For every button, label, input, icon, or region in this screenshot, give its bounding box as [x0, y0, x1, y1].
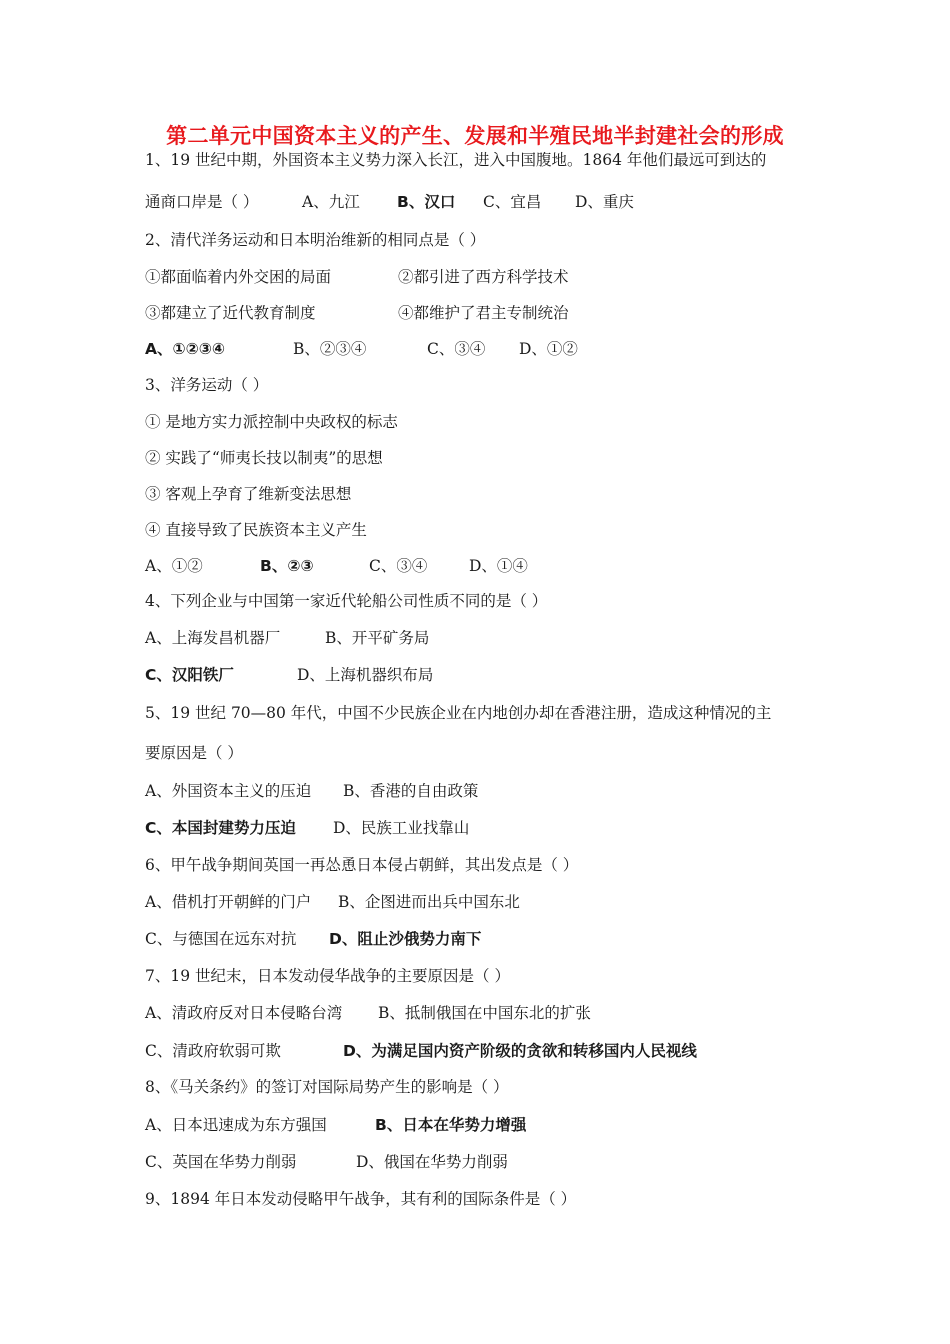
- text-segment: 2、清代洋务运动和日本明治维新的相同点是（ ）: [145, 231, 486, 249]
- text-segment: D、民族工业找靠山: [333, 819, 470, 837]
- text-line: [145, 339, 578, 359]
- text-segment: 9、1894 年日本发动侵略甲午战争，其有利的国际条件是（ ）: [145, 1190, 577, 1208]
- text-segment: C、英国在华势力削弱: [145, 1153, 297, 1171]
- text-segment: 通商口岸是（ ）: [145, 193, 259, 211]
- answer-option-correct: B、汉口: [397, 193, 456, 211]
- text-line: [145, 1152, 508, 1172]
- text-line: [145, 375, 268, 395]
- text-line: [145, 1041, 697, 1061]
- text-line: [145, 412, 398, 432]
- text-line: [145, 192, 634, 212]
- text-segment: B、开平矿务局: [325, 629, 430, 647]
- text-line: [145, 267, 569, 287]
- text-segment: 5、19 世纪 70—80 年代，中国不少民族企业在内地创办却在香港注册，造成这种情况的主: [145, 704, 772, 722]
- text-line: [145, 303, 569, 323]
- text-segment: C、清政府软弱可欺: [145, 1042, 281, 1060]
- text-segment: A、上海发昌机器厂: [145, 629, 281, 647]
- text-line: [145, 855, 578, 875]
- text-line: [145, 966, 510, 986]
- text-segment: C、③④: [369, 557, 428, 575]
- text-segment: 6、甲午战争期间英国一再怂恿日本侵占朝鲜，其出发点是（ ）: [145, 856, 579, 874]
- text-segment: B、抵制俄国在中国东北的扩张: [378, 1004, 591, 1022]
- text-line: [145, 818, 470, 838]
- text-segment: 8、《马关条约》的签订对国际局势产生的影响是（ ）: [145, 1078, 509, 1096]
- text-segment: B、②③④: [293, 340, 367, 358]
- text-line: [145, 665, 434, 685]
- text-line: [145, 448, 383, 468]
- text-line: [145, 520, 367, 540]
- text-segment: C、与德国在远东对抗: [145, 930, 297, 948]
- text-line: [145, 230, 485, 250]
- text-line: [145, 591, 547, 611]
- answer-option-correct: B、②③: [260, 557, 314, 575]
- text-line: [145, 150, 766, 170]
- text-line: [145, 1003, 591, 1023]
- text-line: [145, 892, 520, 912]
- text-segment: A、清政府反对日本侵略台湾: [145, 1004, 343, 1022]
- text-segment: D、俄国在华势力削弱: [356, 1153, 508, 1171]
- text-segment: 7、19 世纪末，日本发动侵华战争的主要原因是（ ）: [145, 967, 510, 985]
- answer-option-correct: D、阻止沙俄势力南下: [329, 930, 482, 948]
- text-segment: ④都维护了君主专制统治: [398, 304, 569, 322]
- text-segment: B、企图进而出兵中国东北: [338, 893, 520, 911]
- text-segment: ②都引进了西方科学技术: [398, 268, 569, 286]
- text-segment: ① 是地方实力派控制中央政权的标志: [145, 413, 398, 431]
- answer-option-correct: A、①②③④: [145, 340, 225, 358]
- text-segment: D、上海机器织布局: [297, 666, 434, 684]
- text-segment: 4、下列企业与中国第一家近代轮船公司性质不同的是（ ）: [145, 592, 548, 610]
- text-segment: D、重庆: [575, 193, 634, 211]
- text-line: [145, 1189, 576, 1209]
- text-segment: A、日本迅速成为东方强国: [145, 1116, 327, 1134]
- text-segment: ③都建立了近代教育制度: [145, 304, 316, 322]
- text-segment: B、香港的自由政策: [343, 782, 479, 800]
- text-line: [145, 929, 482, 949]
- answer-option-correct: B、日本在华势力增强: [375, 1116, 527, 1134]
- text-segment: D、①④: [469, 557, 528, 575]
- text-line: [145, 1077, 509, 1097]
- text-line: [145, 484, 351, 504]
- text-segment: A、借机打开朝鲜的门户: [145, 893, 312, 911]
- answer-option-correct: C、本国封建势力压迫: [145, 819, 296, 837]
- text-segment: A、九江: [302, 193, 360, 211]
- text-line: [145, 743, 243, 763]
- text-segment: A、外国资本主义的压迫: [145, 782, 312, 800]
- text-segment: ①都面临着内外交困的局面: [145, 268, 332, 286]
- text-segment: C、③④: [427, 340, 486, 358]
- text-segment: C、宜昌: [483, 193, 542, 211]
- text-segment: ② 实践了“师夷长技以制夷”的思想: [145, 449, 383, 467]
- answer-option-correct: D、为满足国内资产阶级的贪欲和转移国内人民视线: [343, 1042, 697, 1060]
- text-line: [145, 781, 479, 801]
- text-segment: ④ 直接导致了民族资本主义产生: [145, 521, 367, 539]
- text-segment: 3、洋务运动（ ）: [145, 376, 269, 394]
- text-segment: D、①②: [519, 340, 578, 358]
- text-line: [145, 703, 771, 723]
- text-line: [145, 556, 528, 576]
- text-segment: 要原因是（ ）: [145, 744, 243, 762]
- text-segment: ③ 客观上孕育了维新变法思想: [145, 485, 352, 503]
- text-segment: A、①②: [145, 557, 203, 575]
- page-title: 第二单元中国资本主义的产生、发展和半殖民地半封建社会的形成: [166, 124, 784, 148]
- text-line: [145, 628, 430, 648]
- text-segment: 1、19 世纪中期，外国资本主义势力深入长江，进入中国腹地。1864 年他们最远可到达的: [145, 151, 767, 169]
- text-line: [145, 1115, 527, 1135]
- answer-option-correct: C、汉阳铁厂: [145, 666, 234, 684]
